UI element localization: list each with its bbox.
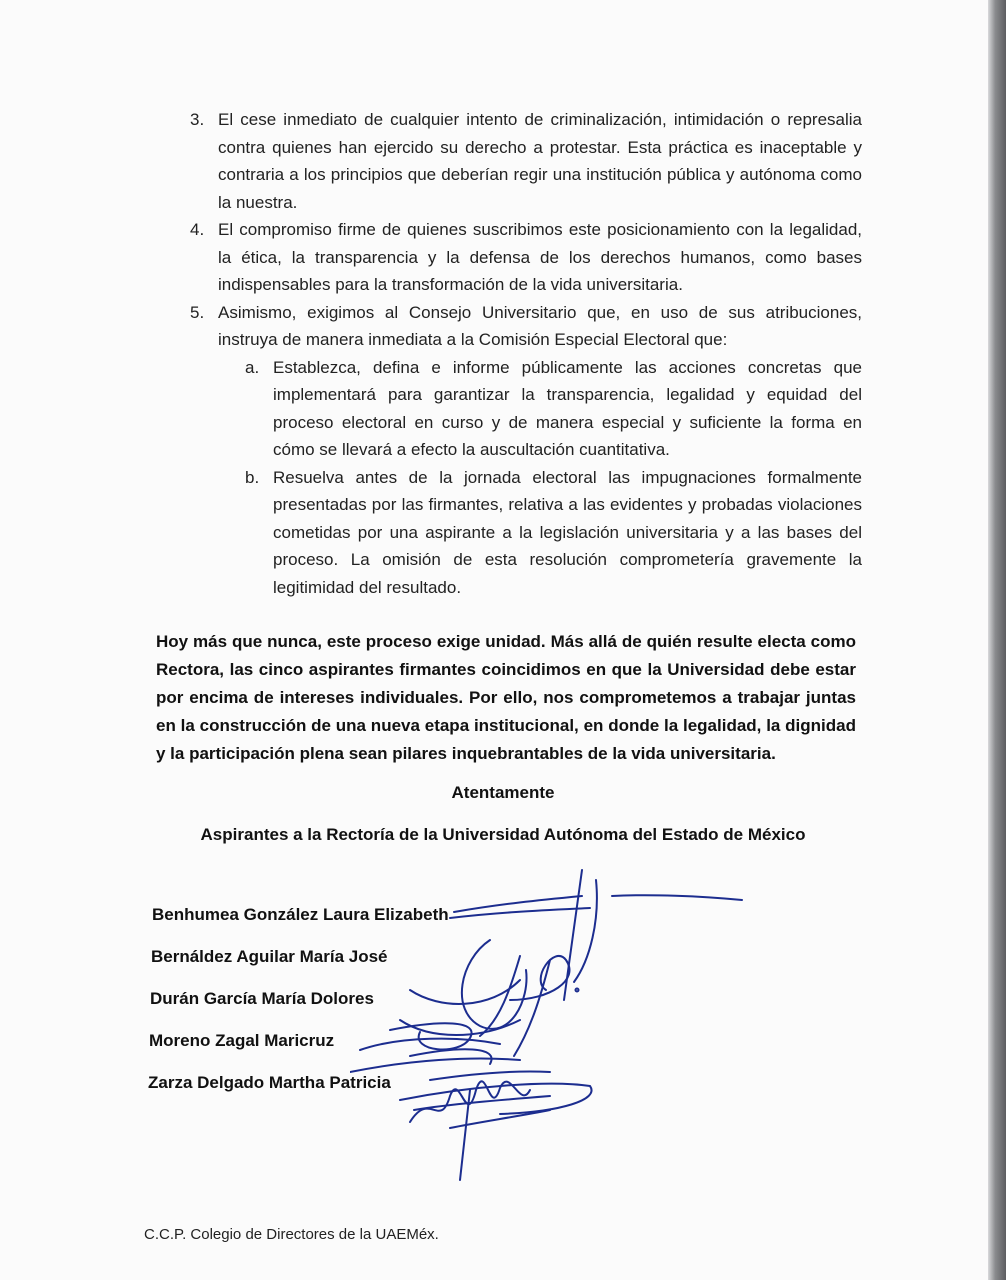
handwritten-signatures (350, 860, 770, 1190)
item-number: 5. (190, 302, 205, 322)
signer-name: Durán García María Dolores (150, 989, 374, 1008)
item-text: El cese inmediato de cualquier intento de criminalización, intimidación o represalia contra quienes han ejercido su derecho a protestar. Esta práctica es inaceptable y contraria a los principios que deberían regir una institución pública y autónoma como la nuestra. (218, 110, 862, 212)
item-text: El compromiso firme de quienes suscribimos este posicionamiento con la legalidad, la ética, la transparencia y la defensa de los derechos humanos, como bases indispensables para la transformación de la vida universitaria. (218, 220, 862, 294)
signatory-group: Aspirantes a la Rectoría de la Universidad Autónoma del Estado de México (200, 825, 806, 844)
sub-item-text: Establezca, defina e informe públicamente las acciones concretas que implementará para garantizar la transparencia, legalidad y equidad del proceso electoral en curso y de manera especial y suficiente la forma en cómo se llevará a efecto la auscultación cuantitativa. (273, 357, 862, 459)
sub-list-item (245, 464, 862, 602)
sub-item-letter: a. (245, 357, 260, 377)
item-number: 4. (190, 220, 205, 239)
sub-item-text: Resuelva antes de la jornada electoral las impugnaciones formalmente presentadas por las firmantes, relativa a las evidentes y probadas violaciones cometidas por una aspirante a la legislación universitaria y a las bases del proceso. La omisión de esta resolución comprometería gravemente la legitimidad del resultado. (273, 467, 862, 597)
signer-name: Benhumea González Laura Elizabeth (152, 905, 449, 924)
closing-paragraph: Hoy más que nunca, este proceso exige unidad. Más allá de quién resulte electa como Rectora, las cinco aspirantes firmantes coincidimos en que la Universidad debe estar por encima de intereses individuales. Por ello, nos comprometemos a trabajar juntas en la construcción de una nueva etapa institucional, en donde la legalidad, la dignidad y la participación plena sean pilares inquebrantables de la vida universitaria. (156, 632, 856, 763)
page-edge (988, 0, 1006, 1280)
list-item (190, 106, 862, 216)
item-number: 3. (190, 110, 205, 129)
sub-list-item (245, 354, 862, 464)
item-text: Asimismo, exigimos al Consejo Universitario que, en uso de sus atribuciones, instruya de manera inmediata a la Comisión Especial Electoral que: (218, 302, 862, 349)
list-item (190, 216, 862, 299)
list-item (190, 299, 862, 602)
demands-list (190, 106, 862, 601)
sub-item-letter: b. (245, 467, 260, 487)
salutation: Atentamente (451, 783, 555, 802)
carbon-copy-line: C.C.P. Colegio de Directores de la UAEMéx. (144, 1226, 439, 1243)
sub-list (245, 354, 862, 602)
signer-name: Bernáldez Aguilar María José (151, 947, 388, 966)
signer-name: Moreno Zagal Maricruz (149, 1031, 335, 1050)
signer-name: Zarza Delgado Martha Patricia (148, 1073, 391, 1092)
